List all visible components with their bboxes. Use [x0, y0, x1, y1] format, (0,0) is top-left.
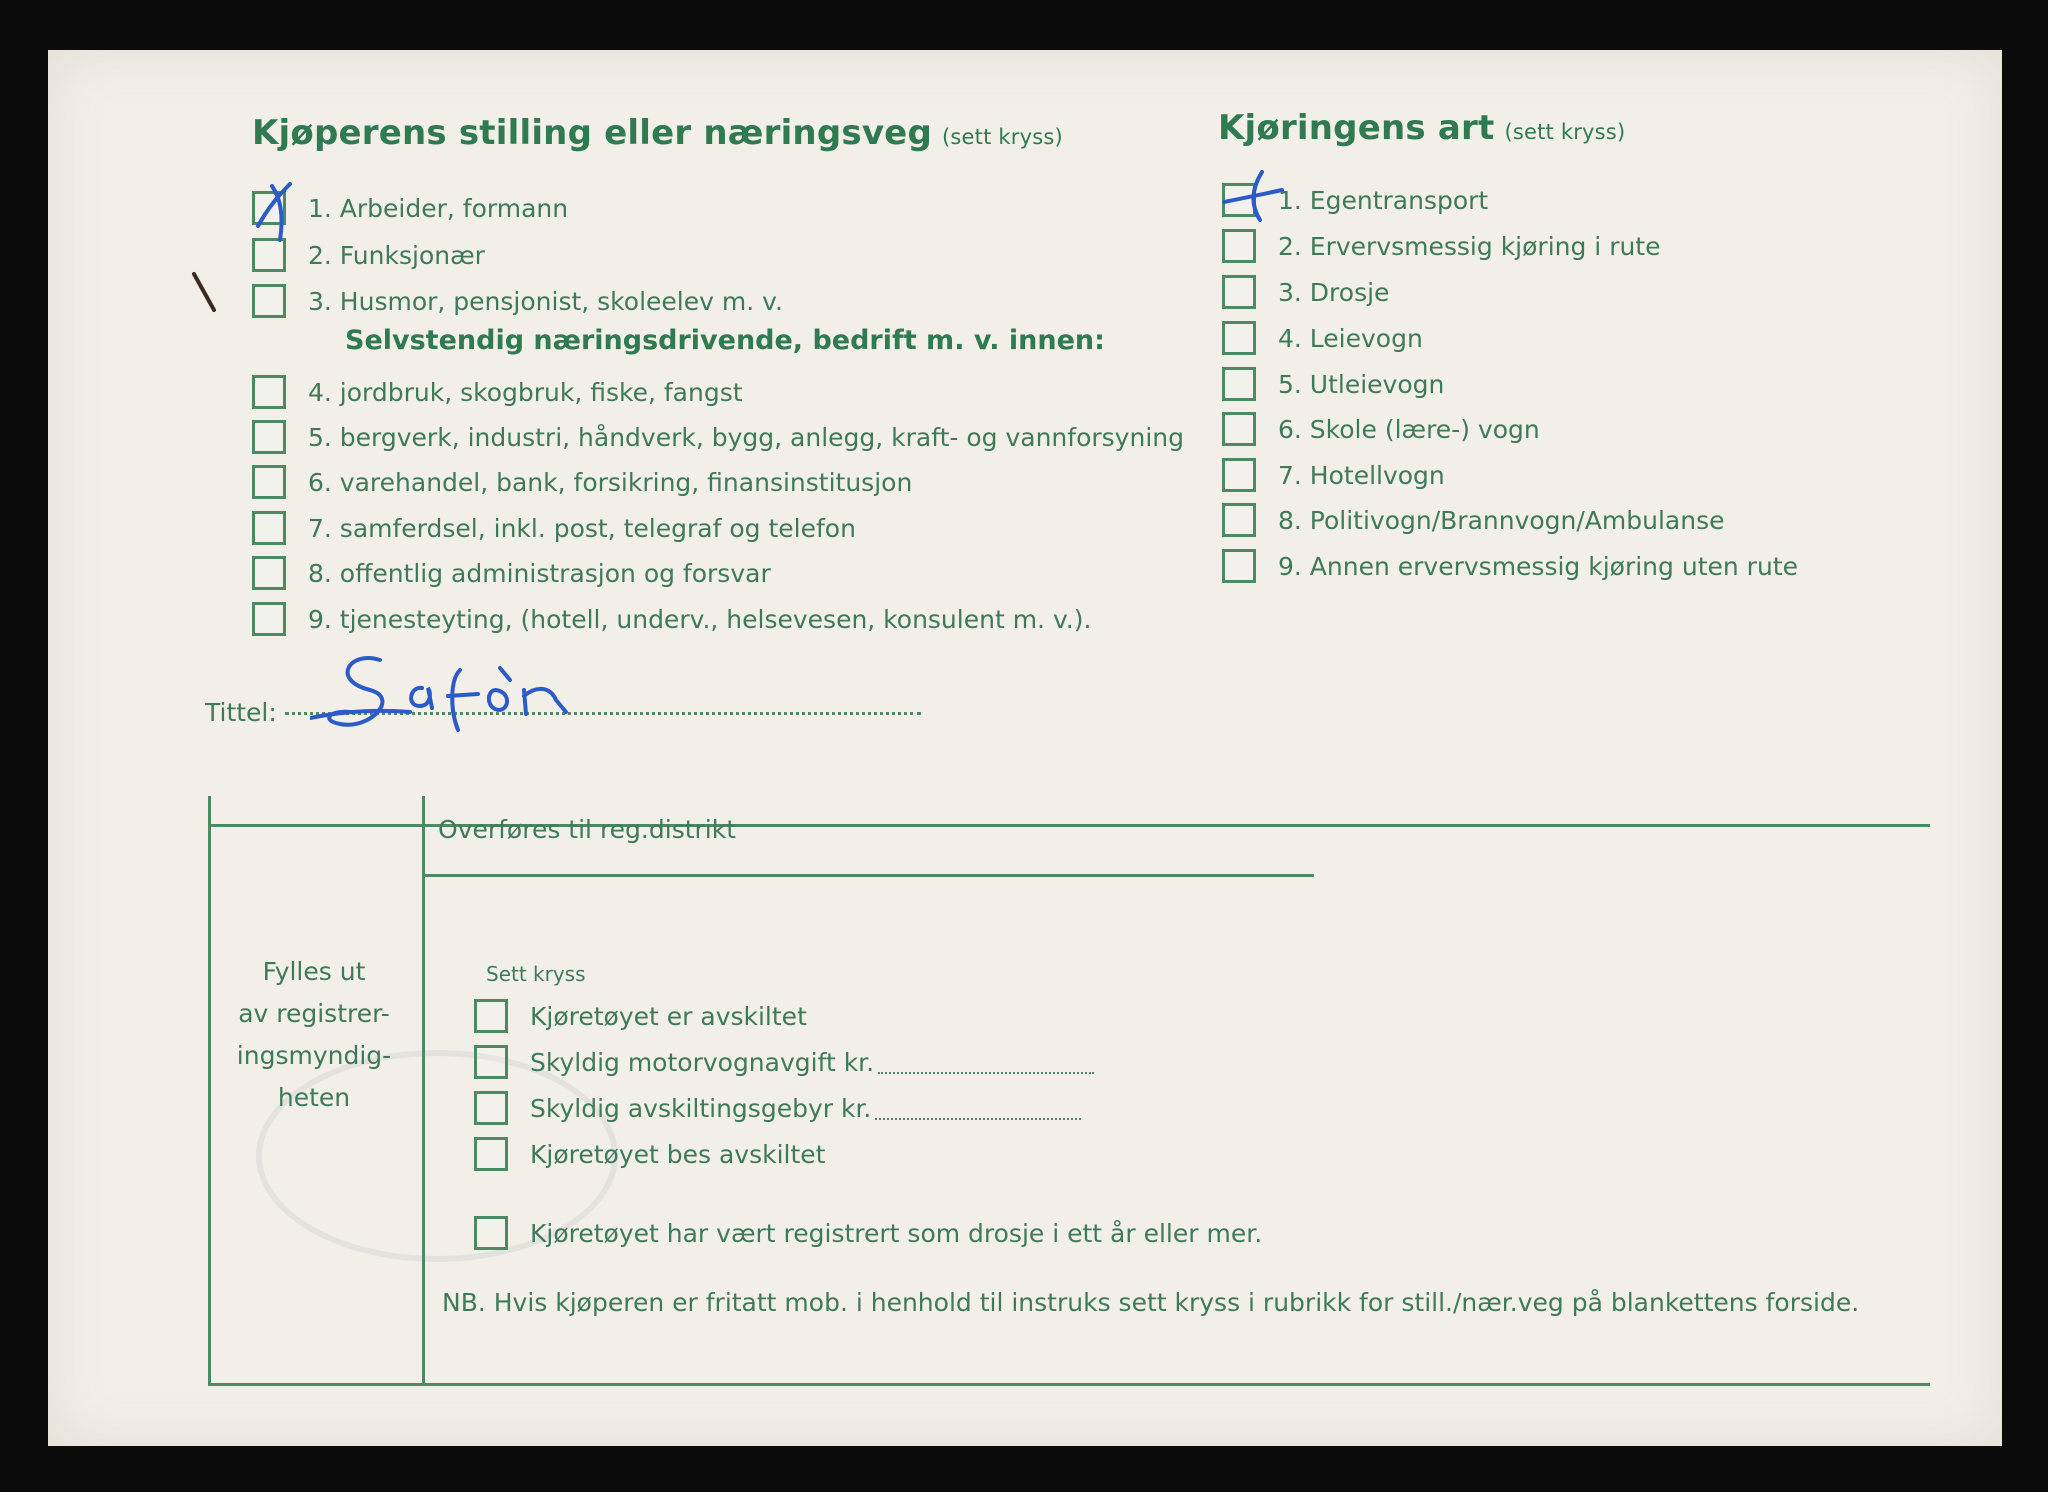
buyer-option-1-pen-cross	[250, 178, 320, 248]
driving-option-6[interactable]	[1222, 409, 1540, 449]
authority-check-5[interactable]	[474, 1213, 1262, 1253]
buyer-section-hint: (sett kryss)	[941, 125, 1063, 149]
checkbox[interactable]	[252, 284, 286, 318]
option-label: 1. Arbeider, formann	[308, 193, 569, 223]
checkbox[interactable]	[474, 999, 508, 1033]
option-label: Kjøretøyet har vært registrert som drosje i ett år eller mer.	[530, 1218, 1263, 1248]
checkbox[interactable]	[1222, 458, 1256, 492]
buyer-section-title	[252, 113, 1063, 153]
transfer-district-line[interactable]	[422, 874, 1314, 877]
buyer-option-8[interactable]	[252, 553, 771, 593]
option-label: 4. Leievogn	[1278, 323, 1423, 353]
driving-option-3[interactable]	[1222, 272, 1389, 312]
checkbox[interactable]	[1222, 503, 1256, 537]
checkbox[interactable]	[252, 375, 286, 409]
checkbox[interactable]	[252, 556, 286, 590]
authority-box-divider	[422, 796, 425, 1386]
amount-dotted-line[interactable]	[878, 1050, 1094, 1074]
buyer-option-7[interactable]	[252, 508, 856, 548]
option-label: 7. samferdsel, inkl. post, telegraf og telefon	[308, 513, 856, 543]
checkbox[interactable]	[1222, 367, 1256, 401]
option-label: 3. Drosje	[1278, 277, 1390, 307]
checkbox[interactable]	[252, 511, 286, 545]
option-label: 2. Funksjonær	[308, 240, 485, 270]
checkbox[interactable]	[474, 1045, 508, 1079]
option-label: 4. jordbruk, skogbruk, fiske, fangst	[308, 377, 743, 407]
driving-option-4[interactable]	[1222, 318, 1423, 358]
title-field-label: Tittel:	[205, 698, 277, 727]
side-label-line: av registrer-	[238, 999, 390, 1028]
driving-option-1-pen-cross	[1222, 168, 1292, 228]
buyer-option-9[interactable]	[252, 599, 1091, 639]
self-employed-subheading: Selvstendig næringsdrivende, bedrift m. v. innen:	[345, 325, 1105, 356]
checkbox[interactable]	[1222, 549, 1256, 583]
side-label-line: Fylles ut	[262, 957, 366, 986]
checkbox[interactable]	[474, 1091, 508, 1125]
driving-section-hint: (sett kryss)	[1504, 120, 1626, 144]
authority-check-1[interactable]	[474, 996, 807, 1036]
margin-pen-mark	[190, 270, 220, 316]
checkbox[interactable]	[474, 1216, 508, 1250]
exemption-note: NB. Hvis kjøperen er fritatt mob. i henhold til instruks sett kryss i rubrikk for still./nær.veg på blankettens forside.	[442, 1288, 1860, 1317]
authority-check-4[interactable]	[474, 1134, 825, 1174]
authority-check-2[interactable]	[474, 1042, 1094, 1082]
driving-option-5[interactable]	[1222, 364, 1444, 404]
checkbox[interactable]	[1222, 229, 1256, 263]
buyer-option-3[interactable]	[252, 281, 783, 321]
side-label-line: heten	[277, 1083, 351, 1112]
checkbox[interactable]	[1222, 275, 1256, 309]
option-label: Kjøretøyet bes avskiltet	[530, 1139, 826, 1169]
driving-option-7[interactable]	[1222, 455, 1445, 495]
amount-dotted-line[interactable]	[875, 1096, 1081, 1120]
checkbox[interactable]	[474, 1137, 508, 1171]
transfer-district-label: Overføres til reg.distrikt	[438, 815, 737, 844]
tick-instruction: Sett kryss	[486, 962, 586, 986]
title-handwritten-signature-icon	[310, 640, 630, 750]
option-label: Skyldig motorvognavgift kr.	[530, 1047, 875, 1077]
option-label: 6. Skole (lære-) vogn	[1278, 414, 1540, 444]
option-label: 6. varehandel, bank, forsikring, finansinstitusjon	[308, 467, 913, 497]
option-label: 8. Politivogn/Brannvogn/Ambulanse	[1278, 505, 1725, 535]
option-label: 1. Egentransport	[1278, 185, 1489, 215]
option-label: Kjøretøyet er avskiltet	[530, 1001, 807, 1031]
option-label: 8. offentlig administrasjon og forsvar	[308, 558, 771, 588]
authority-side-label	[216, 951, 412, 1119]
buyer-section-title-text: Kjøperens stilling eller næringsveg	[252, 113, 932, 153]
checkbox[interactable]	[252, 420, 286, 454]
option-label: 3. Husmor, pensjonist, skoleelev m. v.	[308, 286, 783, 316]
authority-check-3[interactable]	[474, 1088, 1081, 1128]
reverse-side-show-through	[190, 670, 208, 698]
driving-section-title	[1218, 108, 1625, 148]
buyer-option-6[interactable]	[252, 462, 912, 502]
option-label: 9. tjenesteyting, (hotell, underv., helsevesen, konsulent m. v.).	[308, 604, 1092, 634]
option-label: Skyldig avskiltingsgebyr kr.	[530, 1093, 872, 1123]
option-label: 7. Hotellvogn	[1278, 460, 1445, 490]
checkbox[interactable]	[252, 465, 286, 499]
driving-section-title-text: Kjøringens art	[1218, 108, 1495, 148]
option-label: 5. bergverk, industri, håndverk, bygg, anlegg, kraft- og vannforsyning	[308, 422, 1184, 452]
checkbox[interactable]	[252, 602, 286, 636]
buyer-option-4[interactable]	[252, 372, 743, 412]
option-label: 5. Utleievogn	[1278, 369, 1445, 399]
checkbox[interactable]	[1222, 412, 1256, 446]
driving-option-8[interactable]	[1222, 500, 1725, 540]
option-label: 9. Annen ervervsmessig kjøring uten rute	[1278, 551, 1798, 581]
option-label: 2. Ervervsmessig kjøring i rute	[1278, 231, 1661, 261]
buyer-option-5[interactable]	[252, 417, 1184, 457]
driving-option-2[interactable]	[1222, 226, 1661, 266]
checkbox[interactable]	[1222, 321, 1256, 355]
driving-option-9[interactable]	[1222, 546, 1798, 586]
side-label-line: ingsmyndig-	[236, 1041, 392, 1070]
